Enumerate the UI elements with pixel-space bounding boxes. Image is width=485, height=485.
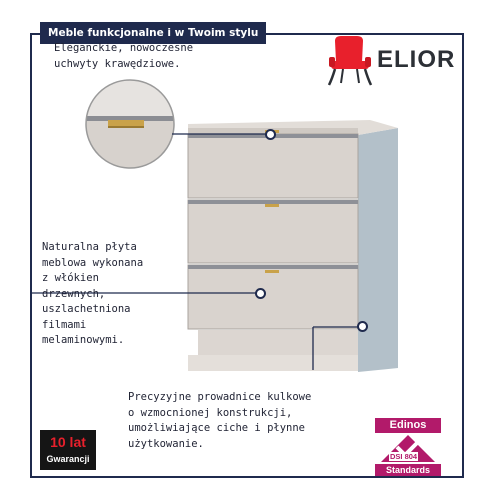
brand-name: ELIOR <box>377 46 456 73</box>
drawer-top <box>188 134 358 198</box>
drawer-bottom-shadow <box>188 265 358 269</box>
warranty-years: 10 lat <box>50 434 86 450</box>
warranty-badge <box>40 430 96 470</box>
callout-dot-runners <box>357 321 368 332</box>
callout-dot-board <box>255 288 266 299</box>
drawer-middle-shadow <box>188 200 358 204</box>
drawer-middle <box>188 200 358 263</box>
handle-middle <box>265 204 279 207</box>
callout-dot-handles <box>265 129 276 140</box>
note-handles: Eleganckie, nowoczesne uchwyty krawędziowe. <box>54 42 194 70</box>
handle-bottom <box>265 270 279 273</box>
edinos-certificate <box>375 418 441 476</box>
warranty-label: Gwarancji <box>46 454 90 464</box>
dresser-side-panel <box>358 128 398 372</box>
edinos-name: Edinos <box>375 418 441 433</box>
drawer-bottom <box>188 265 358 329</box>
page-title: Meble funkcjonalne i w Twoim stylu <box>40 22 266 44</box>
edinos-mark: DSI 804 <box>390 452 418 461</box>
dresser-plinth-front <box>188 355 358 371</box>
note-board: Naturalna płyta meblowa wykonana z włókien drzewnych, uszlachetniona filmami melaminowymi. <box>42 241 144 346</box>
note-runners: Precyzyjne prowadnice kulkowe o wzmocnionej konstrukcji, umożliwiające ciche i płynne użytkowanie. <box>128 391 312 450</box>
edinos-label: Standards <box>375 464 441 476</box>
handle-detail-zoom <box>84 78 176 170</box>
